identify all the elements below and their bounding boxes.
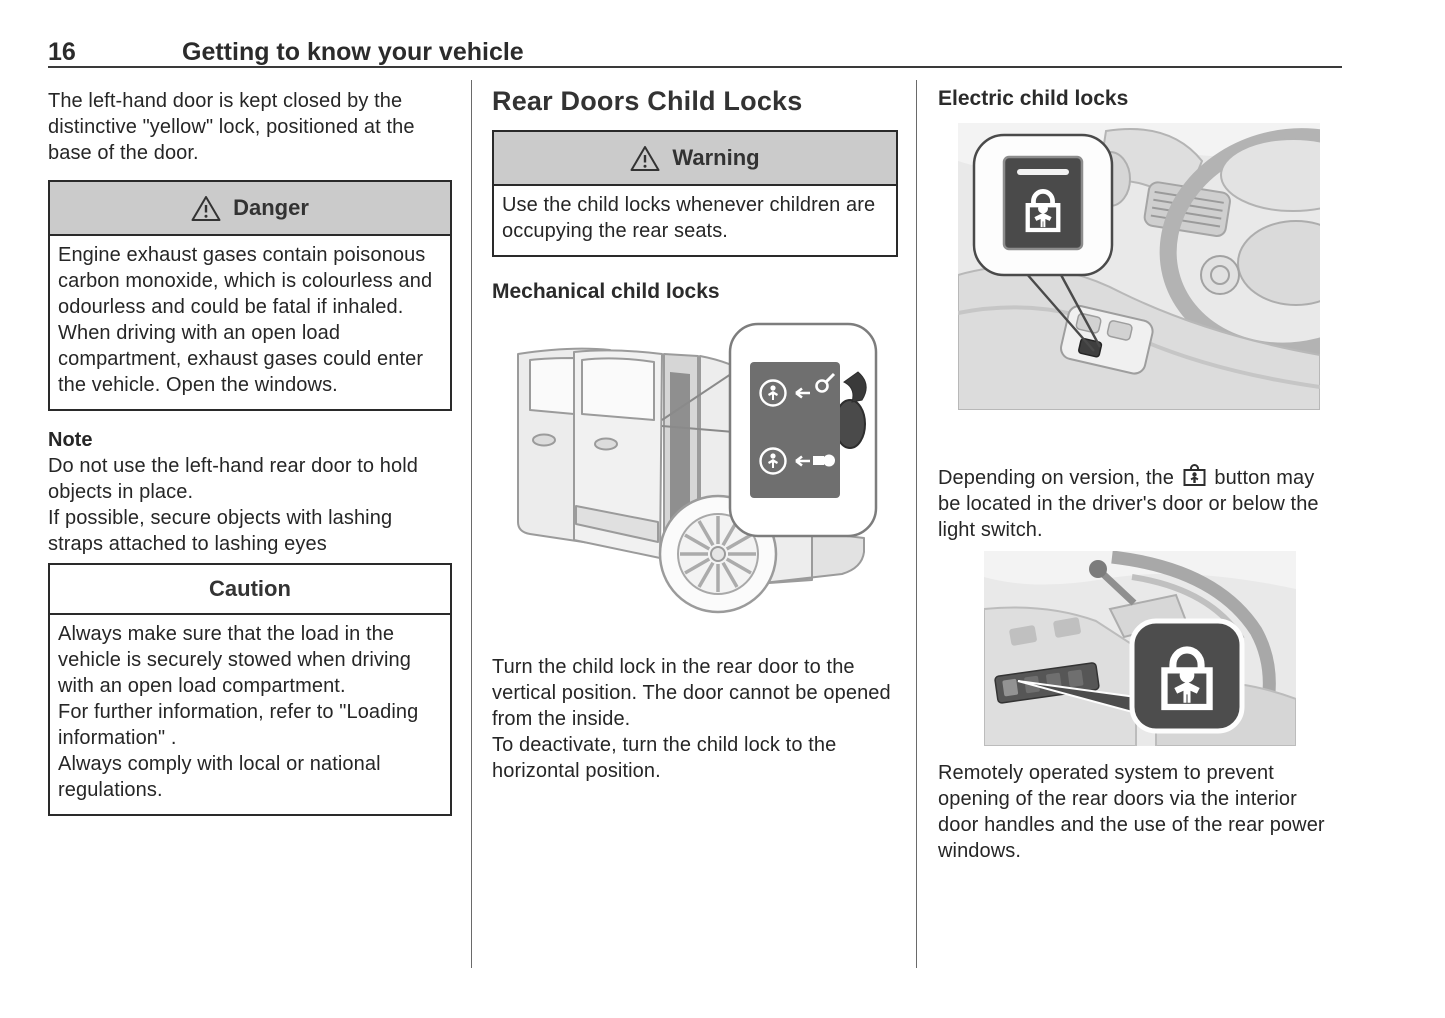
paragraph-text: button may be located in the driver's door or below the light switch. [938,467,1319,541]
warning-box [492,130,898,257]
note-paragraph: If possible, secure objects with lashing straps attached to lashing eyes [48,507,393,555]
page-number: 16 [48,38,76,66]
subsection-heading: Mechanical child locks [492,280,720,303]
child-lock-button-callout [974,135,1112,275]
driver-door-child-lock-button-illustration [958,123,1320,410]
section-heading: Electric child locks [938,87,1129,110]
warning-paragraph: Use the child locks whenever children are occupying the rear seats. [502,194,876,242]
caution-paragraph: Always comply with local or national regulations. [58,753,381,801]
left-column [48,88,452,816]
danger-paragraph: Engine exhaust gases contain poisonous carbon monoxide, which is colourless and odourless and could be fatal if inhaled. [58,244,433,318]
electric-lock-paragraph-1 [938,464,1342,543]
right-column [938,86,1342,864]
danger-box [48,180,452,411]
warning-box-header [494,132,896,186]
warning-box-title: Warning [672,145,760,170]
warning-triangle-icon [191,195,221,222]
child-lock-icon [1182,464,1207,487]
dashboard-child-lock-button-illustration [984,551,1296,746]
danger-box-title: Danger [233,195,309,220]
danger-box-body [50,236,450,409]
paragraph-text: Depending on version, the [938,467,1174,489]
warning-triangle-icon [630,145,660,172]
electric-lock-paragraph-2: Remotely operated system to prevent opening of the rear doors via the interior door handles and the use of the rear power windows. [938,762,1325,862]
page-title: Getting to know your vehicle [182,38,524,66]
note-title: Note [48,429,93,451]
mechanical-lock-paragraph: To deactivate, turn the child lock to the horizontal position. [492,734,837,782]
caution-paragraph: Always make sure that the load in the vehicle is securely stowed when driving with an open load compartment. [58,623,411,697]
column-divider-1 [471,80,472,968]
caution-paragraph: For further information, refer to "Loading information" . [58,701,419,749]
middle-column [492,86,898,784]
child-lock-callout [1132,621,1242,731]
caution-box-body [50,615,450,814]
danger-paragraph: When driving with an open load compartment, exhaust gases could enter the vehicle. Open the windows. [58,322,424,396]
section-heading: Rear Doors Child Locks [492,86,803,116]
caution-box-title: Caution [209,576,291,601]
child-lock-inset [730,324,876,536]
warning-box-body [494,186,896,255]
caution-box [48,563,452,816]
danger-box-header [50,182,450,236]
van-rear-door-child-lock-illustration [510,314,880,636]
column-divider-2 [916,80,917,968]
child-lock-switch [1002,679,1018,697]
header-rule [48,66,1342,68]
mechanical-lock-paragraph: Turn the child lock in the rear door to the vertical position. The door cannot be opened from the inside. [492,656,891,730]
intro-paragraph: The left-hand door is kept closed by the distinctive "yellow" lock, positioned at the base of the door. [48,90,415,164]
caution-box-header [50,565,450,615]
note-paragraph: Do not use the left-hand rear door to hold objects in place. [48,455,418,503]
